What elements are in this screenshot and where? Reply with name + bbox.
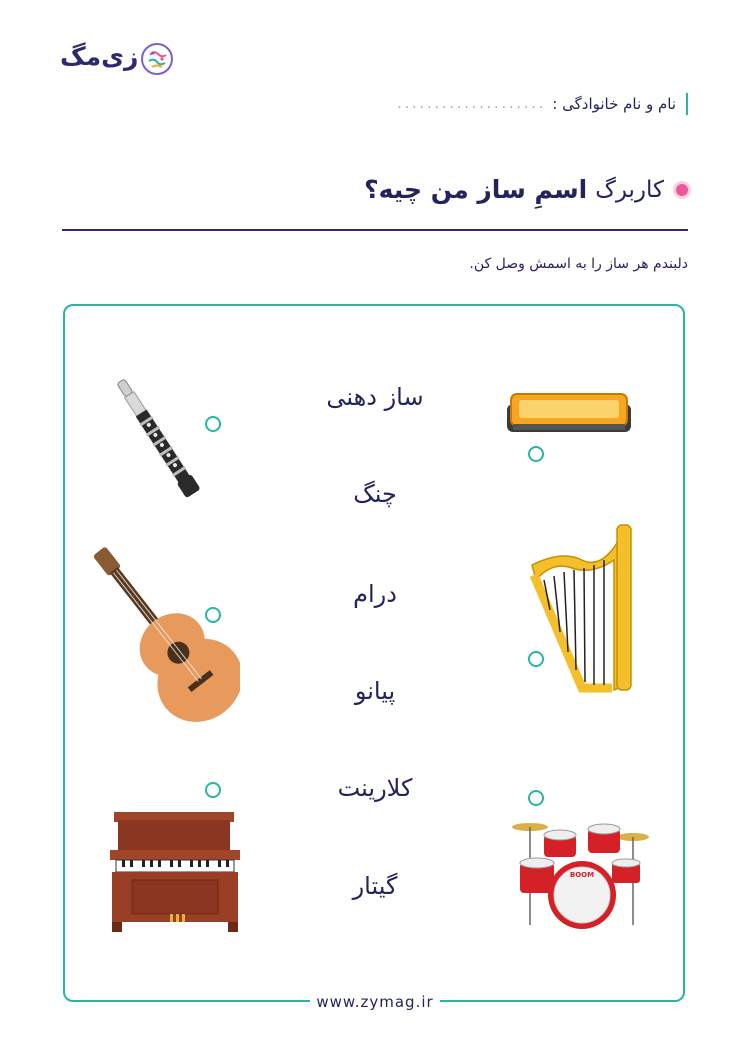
name-field-bar (686, 93, 688, 115)
brain-logo-icon (140, 42, 174, 76)
harmonica-icon (505, 390, 633, 440)
worksheet-title (364, 175, 688, 204)
word-harp[interactable]: چنگ (353, 480, 397, 508)
dot-drums[interactable] (528, 790, 544, 806)
drum-kit-icon (508, 815, 653, 935)
word-drum[interactable]: درام (353, 580, 397, 608)
title-divider (62, 229, 688, 231)
logo-text: زی‌مگ (60, 42, 139, 71)
dot-piano[interactable] (205, 782, 221, 798)
name-field[interactable] (397, 92, 688, 116)
guitar-icon (85, 533, 240, 728)
svg-text:BOOM: BOOM (569, 871, 595, 879)
title-main: اسمِ ساز من چیه؟ (364, 175, 588, 204)
bullet-icon (676, 184, 688, 196)
title-prefix: کاربرگ (595, 176, 664, 203)
word-piano[interactable]: پیانو (354, 677, 396, 705)
dot-harmonica[interactable] (528, 446, 544, 462)
word-harmonica[interactable]: ساز دهنی (326, 383, 424, 411)
clarinet-icon (108, 368, 208, 508)
name-label: نام و نام خانوادگی : (552, 95, 676, 113)
word-guitar[interactable]: گیتار (352, 872, 398, 900)
word-clarinet[interactable]: کلارینت (337, 774, 413, 802)
piano-icon (108, 810, 243, 935)
harp-icon (522, 520, 642, 698)
logo (60, 40, 180, 80)
footer-url[interactable]: www.zymag.ir (310, 990, 440, 1014)
instruction: دلبندم هر ساز را به اسمش وصل کن. (469, 256, 688, 272)
name-blank[interactable]: .................... (397, 96, 547, 112)
